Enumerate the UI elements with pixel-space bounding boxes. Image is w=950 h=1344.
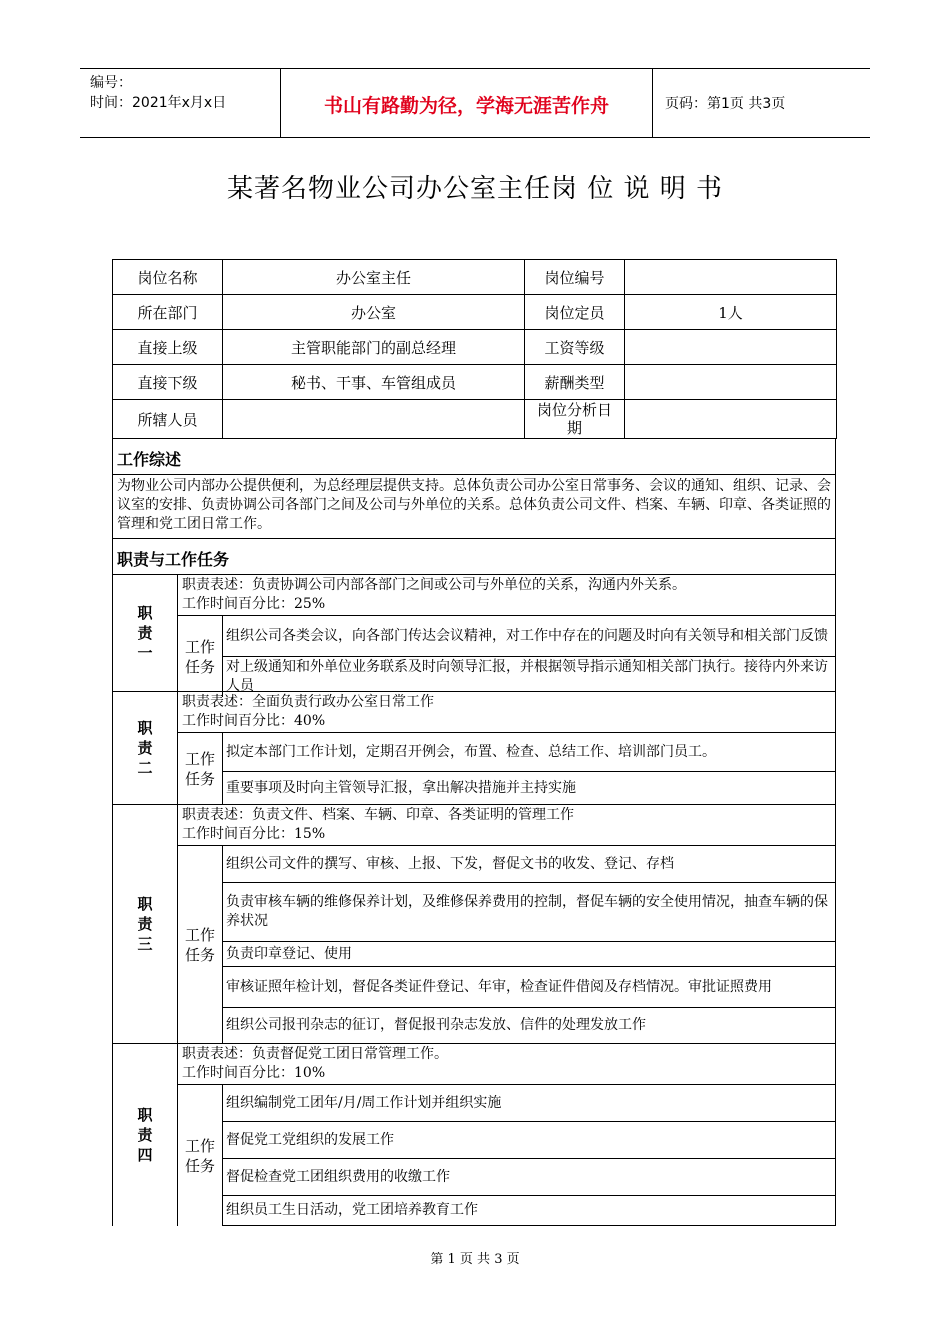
info-value: 1人 <box>625 295 837 330</box>
task-item: 组织员工生日活动，党工团培养教育工作 <box>223 1196 835 1226</box>
task-label-text: 工作任务 <box>184 749 215 788</box>
task-label <box>178 616 223 697</box>
task-label <box>178 1085 223 1226</box>
duty-label-text: 职责四 <box>137 1106 153 1164</box>
task-item: 组织编制党工团年/月/周工作计划并组织实施 <box>223 1085 835 1122</box>
info-row <box>113 260 837 295</box>
info-row <box>113 400 837 439</box>
duty-label <box>113 805 178 1043</box>
info-value <box>223 400 525 439</box>
info-value: 秘书、干事、车管组成员 <box>223 365 525 400</box>
overview-section <box>112 439 836 539</box>
header-meta <box>90 73 226 113</box>
duty-tasks <box>178 846 835 1043</box>
info-value: 办公室 <box>223 295 525 330</box>
job-description-table <box>112 259 836 1226</box>
task-label-text: 工作任务 <box>184 637 215 676</box>
task-item: 重要事项及时向主管领导汇报，拿出解决措施并主持实施 <box>226 779 576 796</box>
task-label-text: 工作任务 <box>184 925 215 964</box>
task-item: 对上级通知和外单位业务联系及时向领导汇报，并根据领导指示通知相关部门执行。接待内外来访人员 <box>226 659 828 694</box>
info-label: 岗位编号 <box>525 260 625 295</box>
overview-heading: 工作综述 <box>113 439 835 475</box>
task-item: 负责审核车辆的维修保养计划，及维修保养费用的控制，督促车辆的安全使用情况，抽查车辆的保养状况 <box>223 883 835 942</box>
info-label: 岗位定员 <box>525 295 625 330</box>
page-footer: 第 1 页 共 3 页 <box>430 1252 520 1267</box>
duty-statement-text: 职责表述：负责文件、档案、车辆、印章、各类证明的管理工作 <box>182 807 574 823</box>
duties-section-heading-row <box>112 539 836 575</box>
duty-tasks <box>178 733 835 804</box>
task-item: 组织公司文件的撰写、审核、上报、下发，督促文书的收发、登记、存档 <box>223 846 835 883</box>
duty-tasks <box>178 1085 835 1226</box>
info-label: 所在部门 <box>113 295 223 330</box>
task-item: 督促检查党工团组织费用的收缴工作 <box>223 1159 835 1196</box>
task-label-text: 工作任务 <box>184 1136 215 1175</box>
number-label: 编号： <box>90 75 132 91</box>
duty-label-text: 职责三 <box>137 895 153 953</box>
task-item: 审核证照年检计划，督促各类证件登记、年审，检查证件借阅及存档情况。审批证照费用 <box>223 967 835 1008</box>
task-item: 负责印章登记、使用 <box>223 942 835 967</box>
task-label <box>178 733 223 804</box>
duty-label <box>113 575 178 691</box>
duty-statement <box>178 575 835 616</box>
duty-time-percent: 工作时间百分比：15% <box>182 826 326 842</box>
duty-time-percent: 工作时间百分比：10% <box>182 1065 326 1081</box>
task-label <box>178 846 223 1043</box>
document-title: 某著名物业公司办公室主任岗 位 说 明 书 <box>226 174 724 204</box>
page-header <box>80 68 870 138</box>
duty-label <box>113 1044 178 1226</box>
header-page-info: 页码：第1页 共3页 <box>665 96 786 112</box>
info-row <box>113 365 837 400</box>
overview-text: 为物业公司内部办公提供便利，为总经理层提供支持。总体负责公司办公室日常事务、会议的通知、组织、记录、会议室的安排、负责协调公司各部门之间及公司与外单位的关系。总体负责公司文件、档案、车辆、印章、各类证照的管理和党工团日常工作。 <box>117 478 831 532</box>
info-label: 直接上级 <box>113 330 223 365</box>
duty-statement <box>178 1044 835 1085</box>
info-value <box>625 260 837 295</box>
duty-statement-text: 职责表述：负责督促党工团日常管理工作。 <box>182 1046 448 1062</box>
task-item: 拟定本部门工作计划，定期召开例会，布置、检查、总结工作、培训部门员工。 <box>223 733 835 772</box>
duty-statement-text: 职责表述：全面负责行政办公室日常工作 <box>182 694 434 710</box>
info-value <box>625 400 837 439</box>
info-value: 办公室主任 <box>223 260 525 295</box>
duty-label-text: 职责二 <box>137 719 153 777</box>
duty-block <box>112 805 836 1044</box>
info-value <box>625 365 837 400</box>
info-label: 薪酬类型 <box>525 365 625 400</box>
duty-statement <box>178 805 835 846</box>
duties-heading: 职责与工作任务 <box>117 550 230 569</box>
duty-label-text: 职责一 <box>137 604 153 662</box>
info-label: 所辖人员 <box>113 400 223 439</box>
info-label: 岗位名称 <box>113 260 223 295</box>
info-row <box>113 330 837 365</box>
task-item: 督促党工党组织的发展工作 <box>223 1122 835 1159</box>
task-item: 组织公司各类会议，向各部门传达会议精神，对工作中存在的问题及时向有关领导和相关部门反馈 <box>223 616 835 657</box>
info-label: 岗位分析日期 <box>525 400 625 439</box>
duty-block <box>112 1044 836 1226</box>
duty-block <box>112 575 836 692</box>
header-motto: 书山有路勤为径，学海无涯苦作舟 <box>323 95 609 117</box>
info-row <box>113 295 837 330</box>
duty-tasks <box>178 616 835 697</box>
info-label: 直接下级 <box>113 365 223 400</box>
info-value <box>625 330 837 365</box>
task-item: 组织公司报刊杂志的征订，督促报刊杂志发放、信件的处理发放工作 <box>226 1017 646 1033</box>
time-label: 时间：2021年x月x日 <box>90 95 227 111</box>
info-value: 主管职能部门的副总经理 <box>223 330 525 365</box>
position-info-table <box>112 259 837 439</box>
duty-label <box>113 692 178 804</box>
duty-statement-text: 职责表述：负责协调公司内部各部门之间或公司与外单位的关系，沟通内外关系。 <box>182 577 686 593</box>
duty-time-percent: 工作时间百分比：40% <box>182 713 326 729</box>
info-label: 工资等级 <box>525 330 625 365</box>
duty-statement <box>178 692 835 733</box>
header-divider <box>652 69 653 137</box>
duty-time-percent: 工作时间百分比：25% <box>182 596 326 612</box>
duty-block <box>112 692 836 805</box>
